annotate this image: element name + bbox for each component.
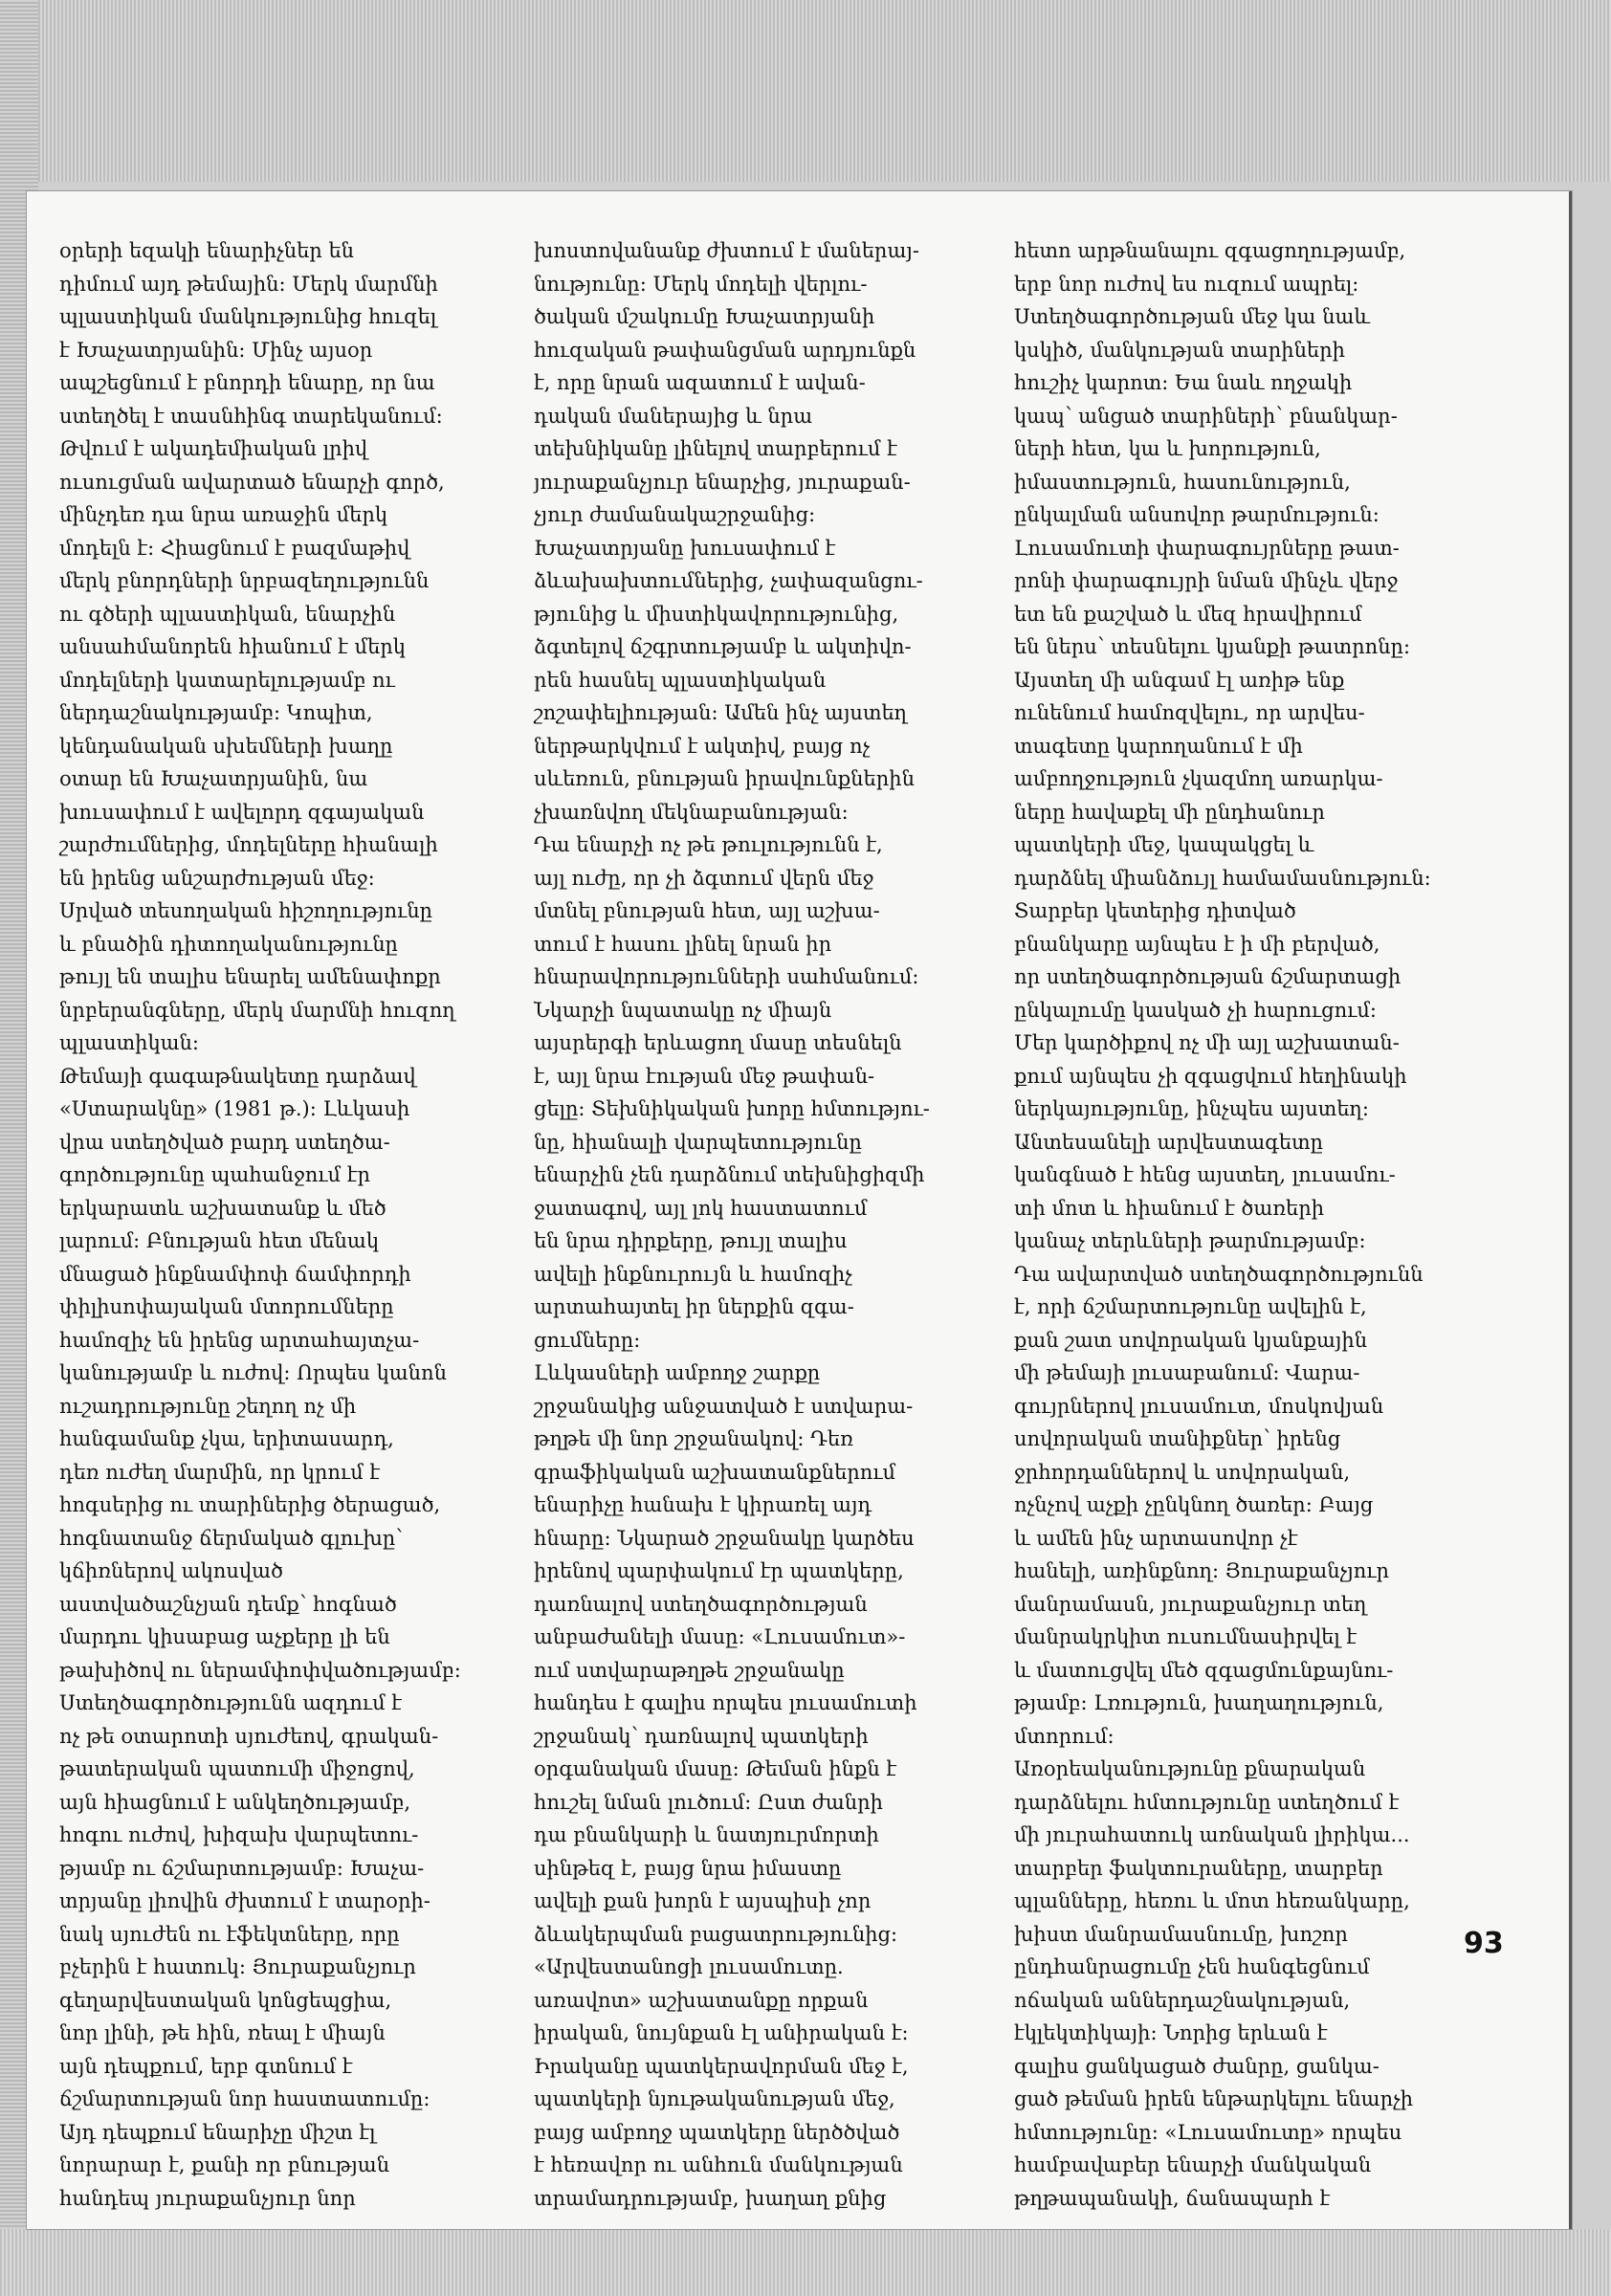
text-line: բայց ամբողջ պատկերը ներծծված — [534, 2120, 900, 2144]
text-line: մի յուրահատուկ առնական լիրիկա... — [1014, 1823, 1410, 1846]
text-line: դիմում այդ թեմային: Մերկ մարմնի — [59, 272, 438, 296]
text-line: երբ նոր ուժով ես ուզում ապրել: — [1014, 272, 1359, 296]
text-line: տի մոտ և հիանում է ծառերի — [1014, 1196, 1325, 1220]
text-line: ապշեցնում է բնորդի ենարը, որ նա — [59, 371, 435, 394]
text-line: Դա ենարչի ոչ թե թուլությունն է, — [534, 833, 883, 856]
text-line: դարձնել միանձույլ համամասնություն: — [1014, 866, 1431, 890]
text-line: իմաստություն, հասունություն, — [1014, 470, 1351, 494]
text-line: ցած թեման իրեն ենթարկելու ենարչի — [1014, 2087, 1414, 2110]
text-line: է հեռավոր ու անհուն մանկության — [534, 2153, 903, 2176]
text-line: գեղարվեստական կոնցեպցիա, — [59, 1988, 392, 2012]
text-line: օրերի եզակի ենարիչներ են — [59, 239, 355, 262]
text-line: ոճական աններդաշնակության, — [1014, 1988, 1351, 2012]
text-line: ոչնչով աչքի չընկնող ծառեր: Բայց — [1014, 1493, 1374, 1516]
text-line: ընկալման անսովոր թարմություն: — [1014, 503, 1379, 526]
text-line: րոնի փարագույրի նման մինչև վերջ — [1014, 569, 1399, 592]
text-line: Անտեսանելի արվեստագետը — [1014, 1130, 1323, 1154]
text-line: Ստեղծագործության մեջ կա նաև — [1014, 305, 1370, 328]
text-line: նը, հիանալի վարպետությունը — [534, 1130, 862, 1154]
text-line: հուշիչ կարոտ: Եա նաև ողջակի — [1014, 371, 1353, 394]
text-line: համբավաբեր ենարչի մանկական — [1014, 2153, 1372, 2176]
text-line: մանրակրկիտ ուսումնասիրվել է — [1014, 1625, 1357, 1648]
text-line: մտնել բնության հետ, այլ աշխա- — [534, 899, 880, 922]
text-line: յուրաքանչյուր ենարչից, յուրաքան- — [534, 470, 911, 494]
text-line: շրջանակից անջատված է ստվարա- — [534, 1394, 914, 1418]
text-line: ավելի ինքնուրույն և համոզիչ — [534, 1262, 852, 1286]
text-line: փիլիսոփայական մտորումները — [59, 1295, 394, 1318]
text-line: սովորական տանիքներ՝ իրենց — [1014, 1427, 1341, 1450]
text-line: թյամբ: Լռություն, խաղաղություն, — [1014, 1691, 1384, 1714]
text-line: նորարար է, քանի որ բնության — [59, 2153, 390, 2176]
text-line: ներթարկվում է ակտիվ, բայց ոչ — [534, 734, 871, 758]
text-line: Մեր կարծիքով ոչ մի այլ աշխատան- — [1014, 1031, 1400, 1054]
text-line: են նրա դիրքերը, թույլ տալիս — [534, 1229, 848, 1252]
text-line: հուզական թափանցման արդյունքն — [534, 338, 916, 362]
text-line: ների հետ, կա և խորություն, — [1014, 437, 1321, 460]
text-line: ում ստվարաթղթե շրջանակը — [534, 1658, 845, 1682]
text-column-2 — [534, 234, 974, 2210]
text-line: է, որի ճշմարտությունը ավելին է, — [1014, 1295, 1367, 1318]
text-line: սինթեզ է, բայց նրա իմաստը — [534, 1856, 842, 1880]
text-line: իրական, նույնքան էլ անիրական է: — [534, 2021, 909, 2044]
text-line: ու գծերի պլաստիկան, ենարչին — [59, 602, 396, 626]
text-line: որ ստեղծագործության ճշմարտացի — [1014, 965, 1401, 988]
text-line: է, որը նրան ազատում է ավան- — [534, 371, 866, 394]
text-line: թղթապանակի, ճանապարհ է — [1014, 2186, 1331, 2210]
text-line: նոր լինի, թե հին, ռեալ է միայն — [59, 2021, 386, 2044]
text-line: ունենում համոզվելու, որ արվես- — [1014, 701, 1365, 724]
text-line: Թվում է ակադեմիական լրիվ — [59, 437, 368, 460]
text-line: արտահայտել իր ներքին զգա- — [534, 1295, 854, 1318]
text-line: խուսափում է ավելորդ զգայական — [59, 800, 425, 824]
text-line: ձևախախտումներից, չափազանցու- — [534, 569, 923, 592]
text-line: հանելի, առինքնող: Յուրաքանչյուր — [1014, 1559, 1390, 1582]
text-line: աստվածաշնչյան դեմք՝ հոգնած — [59, 1592, 397, 1616]
text-line: են ներս՝ տեսնելու կյանքի թատրոնը: — [1014, 635, 1411, 658]
text-line: մնացած ինքնամփոփ ճամփորդի — [59, 1262, 411, 1286]
text-line: թյամբ ու ճշմարտությամբ: Խաչա- — [59, 1856, 425, 1880]
text-line: այն հիացնում է անկեղծությամբ, — [59, 1790, 411, 1814]
text-line: գրաֆիկական աշխատանքներում — [534, 1460, 896, 1484]
text-line: Ստեղծագործությունն ազդում է — [59, 1691, 402, 1714]
text-line: մարդու կիսաբաց աչքերը լի են — [59, 1625, 390, 1648]
text-line: րեն հասնել պլաստիկական — [534, 668, 827, 692]
text-line: ամբողջություն չկազմող առարկա- — [1014, 767, 1383, 790]
text-line: գործությունը պահանջում էր — [59, 1163, 370, 1186]
text-line: և բնածին դիտողականությունը — [59, 932, 398, 956]
text-line: մտորում: — [1014, 1724, 1114, 1748]
text-line: պլանները, հեռու և մոտ հեռանկարը, — [1014, 1889, 1410, 1912]
text-line: ծական մշակումը Խաչատրյանի — [534, 305, 875, 328]
text-line: այսրերգի երևացող մասը տեսնելն — [534, 1031, 902, 1054]
scan-border-top — [0, 0, 1611, 182]
text-line: տրամադրությամբ, խաղաղ քնից — [534, 2186, 887, 2210]
text-line: կապ՝ անցած տարիների՝ բնանկար- — [1014, 404, 1398, 428]
text-line: հանդես է գալիս որպես լուսամուտի — [534, 1691, 917, 1714]
text-line: լարում: Բնության հետ մենակ — [59, 1229, 380, 1252]
text-line: ձգտելով ճշգրտությամբ և ակտիվո- — [534, 635, 912, 658]
text-line: բնանկարը այնպես է ի մի բերված, — [1014, 932, 1380, 956]
text-line: քան շատ սովորական կյանքային — [1014, 1328, 1368, 1352]
text-line: ցելը: Տեխնիկական խորը հմտությու- — [534, 1097, 930, 1120]
text-line: կանությամբ և ուժով: Որպես կանոն — [59, 1361, 448, 1384]
text-line: ստեղծել է տասնհինգ տարեկանում: — [59, 404, 443, 428]
text-line: կենդանական սխեմների խաղը — [59, 734, 393, 758]
text-line: շրջանակ՝ դառնալով պատկերի — [534, 1724, 869, 1748]
text-line: այլ ուժը, որ չի ձգտում վերն մեջ — [534, 866, 874, 890]
text-line: «Արվեստանոցի լուսամուտը. — [534, 1955, 844, 1978]
text-line: մանրամասն, յուրաքանչյուր տեղ — [1014, 1592, 1367, 1616]
text-line: Տարբեր կետերից դիտված — [1014, 899, 1296, 922]
text-line: դա բնանկարի և նատյուրմորտի — [534, 1823, 879, 1846]
text-line: կանգնած է հենց այստեղ, լուսամու- — [1014, 1163, 1396, 1186]
text-line: նակ սյուժեն ու էֆեկտները, որը — [59, 1922, 400, 1946]
text-line: ենարիչը հանախ է կիրառել այդ — [534, 1493, 872, 1516]
text-line: ոչ թե օտարոտի սյուժեով, գրական- — [59, 1724, 439, 1748]
text-line: պատկերի մեջ, կապակցել և — [1014, 833, 1314, 856]
text-line: պատկերի նյութականության մեջ, — [534, 2087, 895, 2110]
text-line: է Խաչատրյանին: Մինչ այսօր — [59, 338, 373, 362]
text-line: ձևակերպման բացատրությունից: — [534, 1922, 898, 1946]
text-line: ներկայությունը, ինչպես այստեղ: — [1014, 1097, 1369, 1120]
text-line: ավելի քան խորն է այսպիսի չոր — [534, 1889, 872, 1912]
text-line: Թեմայի գագաթնակետը դարձավ — [59, 1064, 416, 1088]
text-line: Առօրեականությունը քնարական — [1014, 1757, 1366, 1780]
text-line: դական մաներայից և նրա — [534, 404, 813, 428]
text-line: բչերին է հատուկ: Յուրաքանչյուր — [59, 1955, 416, 1978]
text-line: կճիռներով ակոսված — [59, 1559, 283, 1582]
text-line: ետ են քաշված և մեզ հրավիրում — [1014, 602, 1362, 626]
text-line: պլաստիկան: — [59, 1031, 199, 1054]
text-line: ջատագով, այլ լոկ հաստատում — [534, 1196, 868, 1220]
text-line: է, այլ նրա էության մեջ թափան- — [534, 1064, 875, 1088]
text-line: դարձնելու հմտությունը ստեղծում է — [1014, 1790, 1400, 1814]
text-line: մոդելն է: Հիացնում է բազմաթիվ — [59, 536, 410, 560]
text-line: ներդաշնակությամբ: Կոպիտ, — [59, 701, 373, 724]
text-line: խիստ մանրամասնումը, խոշոր — [1014, 1922, 1348, 1946]
text-line: թյունից և միստիկավորությունից, — [534, 602, 899, 626]
text-line: հմտությունը: «Լուսամուտը» որպես — [1014, 2120, 1402, 2144]
text-line: տագետը կարողանում է մի — [1014, 734, 1303, 758]
text-line: Լուսամուտի փարագույրները թատ- — [1014, 536, 1400, 560]
text-line: Այստեղ մի անգամ էլ առիթ ենք — [1014, 668, 1345, 692]
text-line: կսկիծ, մանկության տարիների — [1014, 338, 1345, 362]
text-line: հանգամանք չկա, երիտասարդ, — [59, 1427, 394, 1450]
text-line: օրգանական մասը: Թեման ինքն է — [534, 1757, 897, 1780]
text-line: տում է հասու լինել նրան իր — [534, 932, 832, 956]
text-line: հնարը: Նկարած շրջանակը կարծես — [534, 1526, 915, 1550]
text-line: մինչդեռ դա նրա առաջին մերկ — [59, 503, 388, 526]
text-line: ուսուցման ավարտած ենարչի գործ, — [59, 470, 445, 494]
text-line: կանաչ տերևների թարմությամբ: — [1014, 1229, 1366, 1252]
text-line: Լևկասների ամբողջ շարքը — [534, 1361, 821, 1384]
text-line: նությունը: Մերկ մոդելի վերլու- — [534, 272, 868, 296]
text-line: Նկարչի նպատակը ոչ միայն — [534, 998, 832, 1022]
text-line: չխառնվող մեկնաբանության: — [534, 800, 849, 824]
text-line: Խաչատրյանը խուսափում է — [534, 536, 836, 560]
text-line: մի թեմայի լուսաբանում: Վարա- — [1014, 1361, 1360, 1384]
text-line: սևեռուն, բնության իրավունքներին — [534, 767, 915, 790]
text-line: մոդելների կատարելությամբ ու — [59, 668, 395, 692]
text-line: խոստովանանք ժխտում է մաներայ- — [534, 239, 919, 262]
text-line: օտար են Խաչատրյանին, նա — [59, 767, 368, 790]
text-line: նրբերանգները, մերկ մարմնի հուզող — [59, 998, 455, 1022]
text-line: և ամեն ինչ արտասովոր չէ — [1014, 1526, 1298, 1550]
text-line: չյուր ժամանակաշրջանից: — [534, 503, 816, 526]
text-line: «Ստարակնը» (1981 թ.): Լևկասի — [59, 1097, 410, 1120]
scan-border-bottom — [0, 2229, 1611, 2296]
text-line: քում այնպես չի զգացվում հեղինակի — [1014, 1064, 1407, 1088]
text-line: էկլեկտիկայի: Նորից երևան է — [1014, 2021, 1328, 2044]
text-line: գալիս ցանկացած ժանրը, ցանկա- — [1014, 2054, 1379, 2078]
text-line: հուշել նման լուծում: Ըստ ժանրի — [534, 1790, 883, 1814]
text-line: վրա ստեղծված բարդ ստեղծա- — [59, 1130, 390, 1154]
text-line: շոշափելիության: Ամեն ինչ այստեղ — [534, 701, 908, 724]
text-line: են իրենց անշարժության մեջ: — [59, 866, 375, 890]
text-line: դառնալով ստեղծագործության — [534, 1592, 868, 1616]
text-line: անսահմանորեն հիանում է մերկ — [59, 635, 406, 658]
text-line: երկարատև աշխատանք և մեծ — [59, 1196, 386, 1220]
text-line: հոգնատանջ ճերմակած գլուխը՝ — [59, 1526, 403, 1550]
text-line: ճշմարտության նոր հաստատումը: — [59, 2087, 430, 2110]
text-line: ենարչին չեն դարձնում տեխնիցիզմի — [534, 1163, 925, 1186]
text-line: և մատուցվել մեծ զգացմունքայնու- — [1014, 1658, 1394, 1682]
page-number: 93 — [1464, 1927, 1504, 1960]
text-line: թախիծով ու ներամփոփվածությամբ: — [59, 1658, 461, 1682]
text-line: հոգսերից ու տարիներից ծերացած, — [59, 1493, 441, 1516]
text-line: առավոտ» աշխատանքը որքան — [534, 1988, 869, 2012]
text-line: ները հավաքել մի ընդհանուր — [1014, 800, 1325, 824]
text-line: թղթե մի նոր շրջանակով: Դեռ — [534, 1427, 853, 1450]
text-line: իրենով պարփակում էր պատկերը, — [534, 1559, 904, 1582]
text-line: թատերական պատումի միջոցով, — [59, 1757, 415, 1780]
text-line: Իրականը պատկերավորման մեջ է, — [534, 2054, 909, 2078]
text-line: ջրհորդաններով և սովորական, — [1014, 1460, 1351, 1484]
text-line: ընդհանրացումը չեն հանգեցնում — [1014, 1955, 1370, 1978]
text-line: ուշադրությունը շեղող ոչ մի — [59, 1394, 357, 1418]
text-line: շարժումներից, մոդելները հիանալի — [59, 833, 438, 856]
text-line: տրյանը լիովին ժխտում է տարօրի- — [59, 1889, 430, 1912]
text-line: տարբեր ֆակտուրաները, տարբեր — [1014, 1856, 1383, 1880]
text-line: ընկալումը կասկած չի հարուցում: — [1014, 998, 1377, 1022]
text-line: ցումները: — [534, 1328, 641, 1352]
text-line: անբաժանելի մասը: «Լուսամուտ»- — [534, 1625, 906, 1648]
text-line: այն դեպքում, երբ գտնում է — [59, 2054, 353, 2078]
text-line: Սրված տեսողական հիշողությունը — [59, 899, 432, 922]
text-line: մերկ բնորդների նրբազեղությունն — [59, 569, 430, 592]
text-line: տեխնիկանը լինելով տարբերում է — [534, 437, 897, 460]
text-line: գույրներով լուսամուտ, մոսկովյան — [1014, 1394, 1384, 1418]
text-column-3 — [1014, 234, 1454, 2210]
text-line: հետո արթնանալու զգացողությամբ, — [1014, 239, 1406, 262]
text-line: Դա ավարտված ստեղծագործությունն — [1014, 1262, 1423, 1286]
text-line: համոզիչ են իրենց արտահայտչա- — [59, 1328, 420, 1352]
text-line: Այդ դեպքում ենարիչը միշտ էլ — [59, 2120, 376, 2144]
text-line: պլաստիկան մանկությունից հուզել — [59, 305, 437, 328]
text-line: հնարավորությունների սահմանում: — [534, 965, 919, 988]
text-column-1 — [59, 234, 499, 2210]
text-line: դեռ ուժեղ մարմին, որ կրում է — [59, 1460, 381, 1484]
text-line: հոգու ուժով, խիզախ վարպետու- — [59, 1823, 419, 1846]
text-line: հանդեպ յուրաքանչյուր նոր — [59, 2186, 356, 2210]
text-line: թույլ են տալիս ենարել ամենափոքր — [59, 965, 441, 988]
